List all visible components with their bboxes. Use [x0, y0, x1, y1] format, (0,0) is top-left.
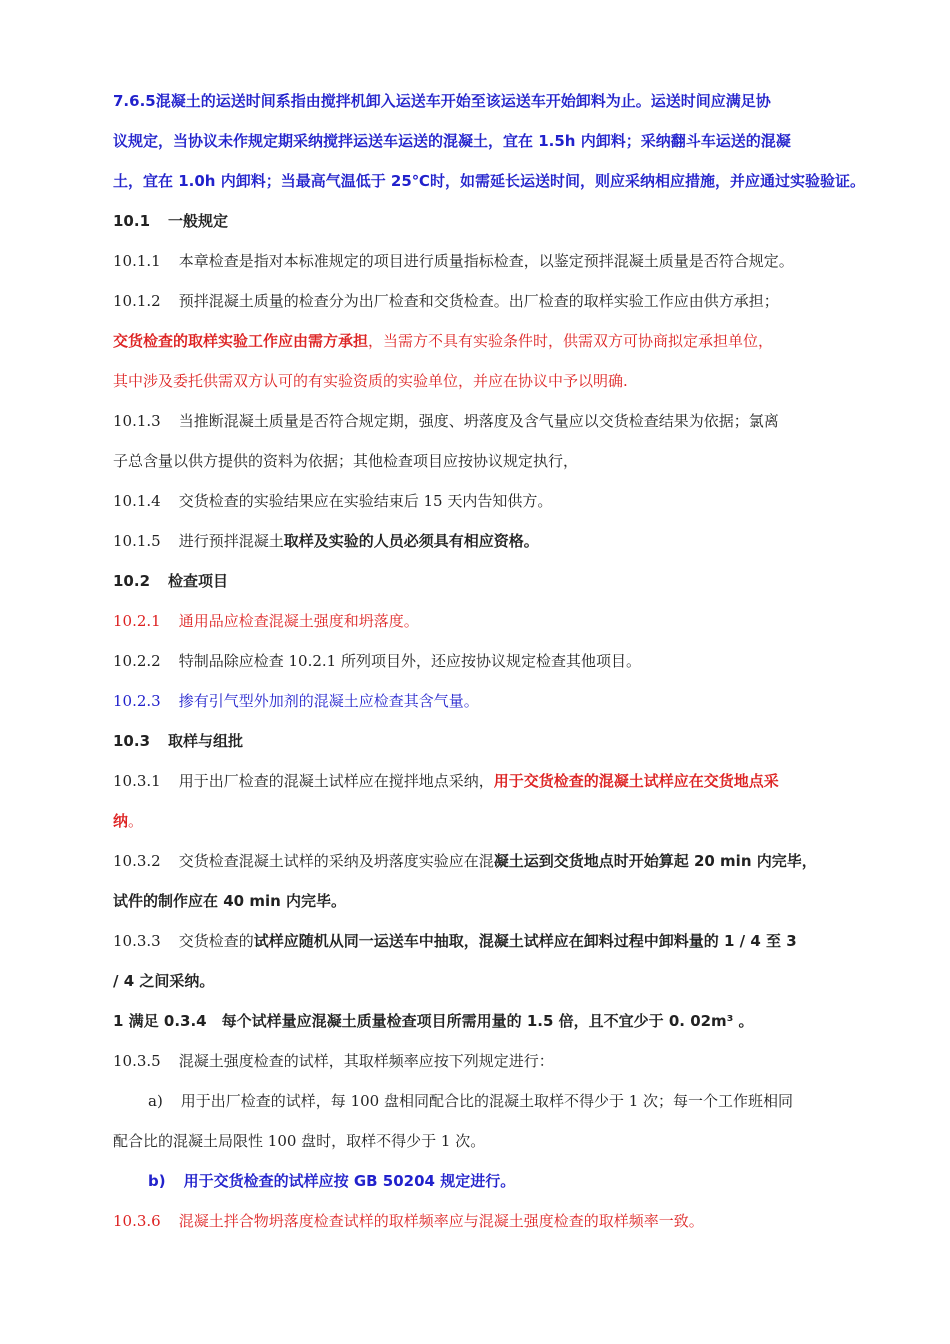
clause-text: 交货检查混凝土试样的采纳及坍落度实验应在混 — [178, 852, 494, 870]
clause-text: 混凝土拌合物坍落度检查试样的取样频率应与混凝土强度检查的取样频率一致。 — [178, 1212, 704, 1230]
list-item-text: 用于交货检查的试样应按 GB 50204 规定进行。 — [183, 1172, 516, 1190]
clause-10-3-4: 1 满足 0.3.4 每个试样量应混凝土质量检查项目所需用量的 1.5 倍，且不宜少于 0. 02m³ 。 — [113, 1012, 754, 1030]
clause-number: 10.1.4 — [113, 492, 161, 510]
clause-text: 进行预拌混凝土 — [178, 532, 284, 550]
clause-10-3-3-line-2: / 4 之间采纳。 — [113, 972, 215, 990]
clause-10-3-1-line-2 — [113, 811, 873, 831]
clause-10-1-5 — [113, 531, 873, 551]
heading-number: 10.3 — [113, 732, 151, 750]
list-item-a-line-2: 配合比的混凝土局限性 100 盘时，取样不得少于 1 次。 — [113, 1132, 486, 1150]
clause-text: 用于出厂检查的混凝土试样应在搅拌地点采纳， — [178, 772, 494, 790]
clause-text: 通用品应检查混凝土强度和坍落度。 — [178, 612, 419, 630]
clause-number: 10.2.2 — [113, 652, 161, 670]
clause-text: 本章检查是指对本标准规定的项目进行质量指标检查，以鉴定预拌混凝土质量是否符合规定。 — [178, 252, 794, 270]
clause-text: 混凝土强度检查的试样，其取样频率应按下列规定进行： — [178, 1052, 554, 1070]
clause-10-1-1 — [113, 251, 873, 271]
clause-10-3-3-line-1 — [113, 931, 873, 951]
section-7-6-5-line-2: 议规定，当协议未作规定期采纳搅拌运送车运送的混凝土，宜在 1.5h 内卸料；采纳翻斗车运送的混凝 — [113, 132, 791, 150]
heading-10-2 — [113, 571, 873, 591]
clause-bold-text: 凝土运到交货地点时开始算起 20 min 内完毕， — [493, 852, 817, 870]
heading-10-3 — [113, 731, 873, 751]
heading-number: 10.1 — [113, 212, 151, 230]
clause-10-1-2-line-1 — [113, 291, 873, 311]
clause-text: 掺有引气型外加剂的混凝土应检查其含气量。 — [178, 692, 479, 710]
clause-10-3-2-line-2: 试件的制作应在 40 min 内完毕。 — [113, 892, 346, 910]
list-item-label: b) — [148, 1172, 166, 1190]
clause-number: 10.3.1 — [113, 772, 161, 790]
clause-text: 交货检查的 — [178, 932, 254, 950]
clause-bold-text: 用于交货检查的混凝土试样应在交货地点采 — [493, 772, 779, 790]
clause-number: 10.1.2 — [113, 292, 161, 310]
clause-10-2-3 — [113, 691, 873, 711]
clause-10-2-2 — [113, 651, 873, 671]
clause-10-2-1 — [113, 611, 873, 631]
clause-10-1-3-line-1 — [113, 411, 873, 431]
clause-number: 10.1.1 — [113, 252, 161, 270]
list-item-text: 用于出厂检查的试样，每 100 盘相同配合比的混凝土取样不得少于 1 次；每一个工作班相同 — [180, 1092, 794, 1110]
clause-10-1-2-line-3: 其中涉及委托供需双方认可的有实验资质的实验单位，并应在协议中予以明确. — [113, 372, 628, 390]
clause-10-1-3-line-2: 子总含量以供方提供的资料为依据；其他检查项目应按协议规定执行， — [113, 452, 579, 470]
clause-bold-text: 纳 — [113, 812, 129, 830]
clause-text: 特制品除应检查 10.2.1 所列项目外，还应按协议规定检查其他项目。 — [178, 652, 641, 670]
clause-number: 10.2.3 — [113, 692, 161, 710]
clause-number: 10.1.3 — [113, 412, 161, 430]
clause-text: 当推断混凝土质量是否符合规定期，强度、坍落度及含气量应以交货检查结果为依据；氯离 — [178, 412, 779, 430]
clause-number: 10.3.2 — [113, 852, 161, 870]
section-7-6-5-line-1: 7.6.5混凝土的运送时间系指由搅拌机卸入运送车开始至该运送车开始卸料为止。运送时间应满足协 — [113, 92, 771, 110]
clause-10-3-6 — [113, 1211, 873, 1231]
clause-text: 。 — [128, 812, 144, 830]
clause-number: 10.2.1 — [113, 612, 161, 630]
clause-text: 预拌混凝土质量的检查分为出厂检查和交货检查。出厂检查的取样实验工作应由供方承担； — [178, 292, 779, 310]
clause-10-3-2-line-1 — [113, 851, 873, 871]
clause-bold-text: 试样应随机从同一运送车中抽取，混凝土试样应在卸料过程中卸料量的 1 / 4 至 3 — [253, 932, 797, 950]
clause-10-1-4 — [113, 491, 873, 511]
section-7-6-5-line-3: 土，宜在 1.0h 内卸料；当最高气温低于 25℃时，如需延长运送时间，则应采纳相应措施，并应通过实验验证。 — [113, 172, 865, 190]
heading-number: 10.2 — [113, 572, 151, 590]
clause-bold-text: 取样及实验的人员必须具有相应资格。 — [283, 532, 539, 550]
heading-title: 一般规定 — [168, 212, 229, 230]
list-item-a-line-1 — [148, 1091, 908, 1111]
clause-number: 10.3.5 — [113, 1052, 161, 1070]
list-item-b — [148, 1171, 908, 1191]
clause-number: 10.3.6 — [113, 1212, 161, 1230]
clause-text: 交货检查的实验结果应在实验结束后 15 天内告知供方。 — [178, 492, 553, 510]
clause-bold-text: 交货检查的取样实验工作应由需方承担 — [113, 332, 369, 350]
list-item-label: a) — [148, 1092, 163, 1110]
clause-10-1-2-line-2 — [113, 331, 873, 351]
heading-10-1 — [113, 211, 873, 231]
clause-10-3-1-line-1 — [113, 771, 873, 791]
clause-10-3-5 — [113, 1051, 873, 1071]
clause-number: 10.1.5 — [113, 532, 161, 550]
clause-number: 10.3.3 — [113, 932, 161, 950]
clause-text: ，当需方不具有实验条件时，供需双方可协商拟定承担单位， — [368, 332, 774, 350]
heading-title: 取样与组批 — [168, 732, 244, 750]
heading-title: 检查项目 — [168, 572, 229, 590]
